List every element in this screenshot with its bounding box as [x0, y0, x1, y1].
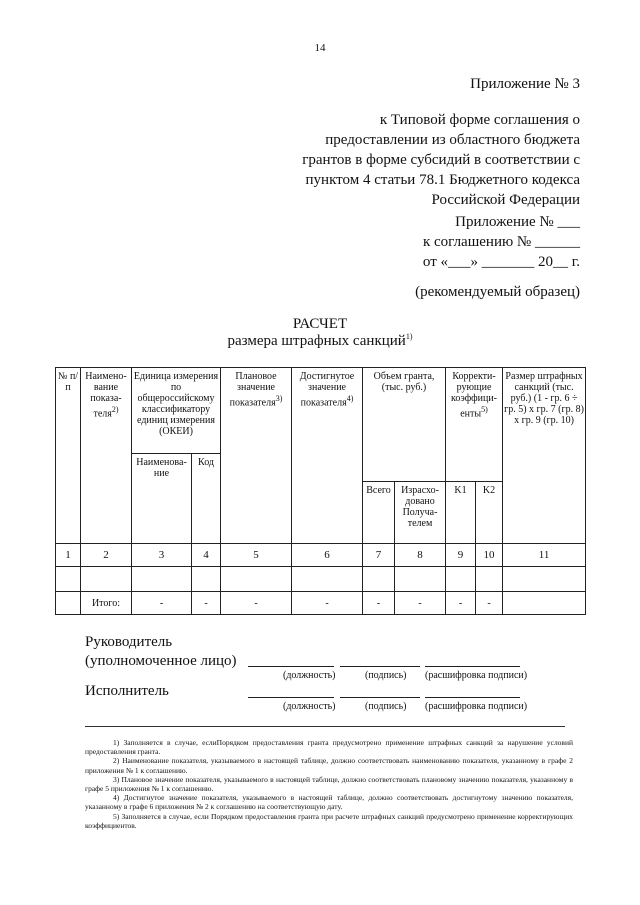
decoding-line[interactable]: [425, 697, 520, 698]
footnote-ref: 1): [405, 332, 413, 341]
table-row: [56, 567, 586, 592]
header-achieved-value-text: Достигнутое значение показателя: [299, 371, 355, 409]
appendix-description: [260, 110, 580, 210]
appendix-line: пунктом 4 статьи 78.1 Бюджетного кодекса: [305, 172, 580, 188]
page-number: 14: [314, 42, 326, 54]
column-number: 5: [221, 544, 292, 567]
footnote: 1) Заполняется в случае, еслиПорядком предоставления гранта предусмотрено применение штрафных санкций за нарушение условий предоставления гранта.: [85, 738, 573, 757]
caption-position: (должность): [283, 670, 336, 681]
appendix-line: Российской Федерации: [431, 192, 580, 208]
table-cell[interactable]: [56, 567, 81, 592]
table-cell[interactable]: [395, 567, 446, 592]
appendix-title: Приложение № 3: [470, 76, 580, 92]
column-number: 8: [395, 544, 446, 567]
header-coefficients-text: Корректи-рующие коэффици-енты: [451, 371, 498, 420]
column-number: 7: [363, 544, 395, 567]
agreement-appendix-number: Приложение № ___: [455, 214, 580, 230]
total-value: -: [446, 592, 476, 615]
table-cell[interactable]: [221, 567, 292, 592]
appendix-line: к Типовой форме соглашения о: [379, 112, 580, 128]
footnote-divider: [85, 726, 565, 727]
header-coefficients: [446, 368, 503, 482]
footnote: 5) Заполняется в случае, если Порядком предоставления гранта при расчете штрафных санкций предусмотрено применение корректирующих коэффициентов.: [85, 811, 573, 830]
footnote: 3) Плановое значение показателя, указываемого в настоящей таблице, должно соответствовать плановому значению показателя, указанному в графе 5 приложения № 1 к соглашению.: [85, 774, 573, 794]
column-number-row: [56, 544, 586, 567]
total-value: -: [292, 592, 363, 615]
header-penalty: Размер штрафных санкций (тыс. руб.) (1 - гр. 6 ÷ гр. 5) х гр. 7 (гр. 8) х гр. 9 (гр. 10): [503, 368, 586, 544]
total-value: -: [192, 592, 221, 615]
footnote-ref: 3): [275, 394, 283, 403]
footnote-ref: 5): [481, 405, 488, 414]
column-number: 2: [81, 544, 132, 567]
caption-decoding: (расшифровка подписи): [425, 701, 528, 712]
agreement-date: от «___» _______ 20__ г.: [422, 254, 580, 270]
header-achieved-value: [292, 368, 363, 544]
header-grant-spent: Израсхо-довано Получа-телем: [395, 482, 446, 544]
calc-title: РАСЧЕТ: [292, 316, 348, 332]
executor-label: Исполнитель: [85, 683, 169, 699]
table-cell[interactable]: [503, 567, 586, 592]
footnotes: [85, 738, 573, 830]
calc-subtitle-text: размера штрафных санкций: [227, 333, 406, 349]
footnote-ref: 4): [346, 394, 354, 403]
footnote-ref: 2): [111, 405, 119, 414]
caption-position: (должность): [283, 701, 336, 712]
column-number: 6: [292, 544, 363, 567]
head-label: Руководитель: [85, 634, 173, 650]
total-label: Итого:: [81, 592, 132, 615]
head-label-authorized: (уполномоченное лицо): [85, 653, 237, 669]
header-number: № п/п: [56, 368, 81, 544]
agreement-reference: [423, 212, 580, 272]
header-grant-total: Всего: [363, 482, 395, 544]
signature-line[interactable]: [340, 666, 420, 667]
appendix-line: грантов в форме субсидий в соответствии с: [302, 152, 580, 168]
total-value: -: [363, 592, 395, 615]
table-cell[interactable]: [192, 567, 221, 592]
header-unit-name: Наименова-ние: [132, 454, 192, 544]
signature-line[interactable]: [340, 697, 420, 698]
column-number: 3: [132, 544, 192, 567]
position-line[interactable]: [248, 666, 334, 667]
header-indicator-name: [81, 368, 132, 544]
header-plan-value: [221, 368, 292, 544]
column-number: 11: [503, 544, 586, 567]
caption-signature: (подпись): [365, 670, 407, 681]
column-number: 4: [192, 544, 221, 567]
caption-signature: (подпись): [365, 701, 407, 712]
table-cell[interactable]: [363, 567, 395, 592]
table-cell[interactable]: [446, 567, 476, 592]
total-value: -: [221, 592, 292, 615]
appendix-line: предоставлении из областного бюджета: [325, 132, 580, 148]
total-value: -: [395, 592, 446, 615]
header-indicator-name-text: Наимено-вание показа-теля: [85, 371, 127, 420]
decoding-line[interactable]: [425, 666, 520, 667]
table-cell: [56, 592, 81, 615]
footnote: 2) Наименование показателя, указываемого в настоящей таблице, должно соответствовать наименованию показателя, указанному в графе 2 приложения № 1 к соглашению.: [85, 756, 573, 775]
total-row: [56, 592, 586, 615]
penalty-table: [55, 367, 586, 615]
table-cell[interactable]: [476, 567, 503, 592]
table-cell[interactable]: [292, 567, 363, 592]
header-k2: K2: [476, 482, 503, 544]
table-cell[interactable]: [81, 567, 132, 592]
header-grant-volume: Объем гранта, (тыс. руб.): [363, 368, 446, 482]
header-unit-code: Код: [192, 454, 221, 544]
header-plan-value-text: Плановое значение показателя: [229, 371, 277, 409]
column-number: 1: [56, 544, 81, 567]
sample-note: (рекомендуемый образец): [415, 284, 580, 300]
column-number: 10: [476, 544, 503, 567]
calc-subtitle: [0, 332, 640, 350]
total-value: -: [476, 592, 503, 615]
footnote: 4) Достигнутое значение показателя, указываемого в настоящей таблице, должно соответствовать достигнутому значению показателя, указанному в графе 6 приложения № 2 к соглашению на соответствующую дату.: [85, 793, 573, 812]
agreement-number: к соглашению № ______: [422, 234, 580, 250]
table-cell[interactable]: [132, 567, 192, 592]
total-value: [503, 592, 586, 615]
caption-decoding: (расшифровка подписи): [425, 670, 528, 681]
header-unit: Единица измерения по общероссийскому классификатору единиц измерения (ОКЕИ): [132, 368, 221, 454]
total-value: -: [132, 592, 192, 615]
header-k1: K1: [446, 482, 476, 544]
position-line[interactable]: [248, 697, 334, 698]
column-number: 9: [446, 544, 476, 567]
